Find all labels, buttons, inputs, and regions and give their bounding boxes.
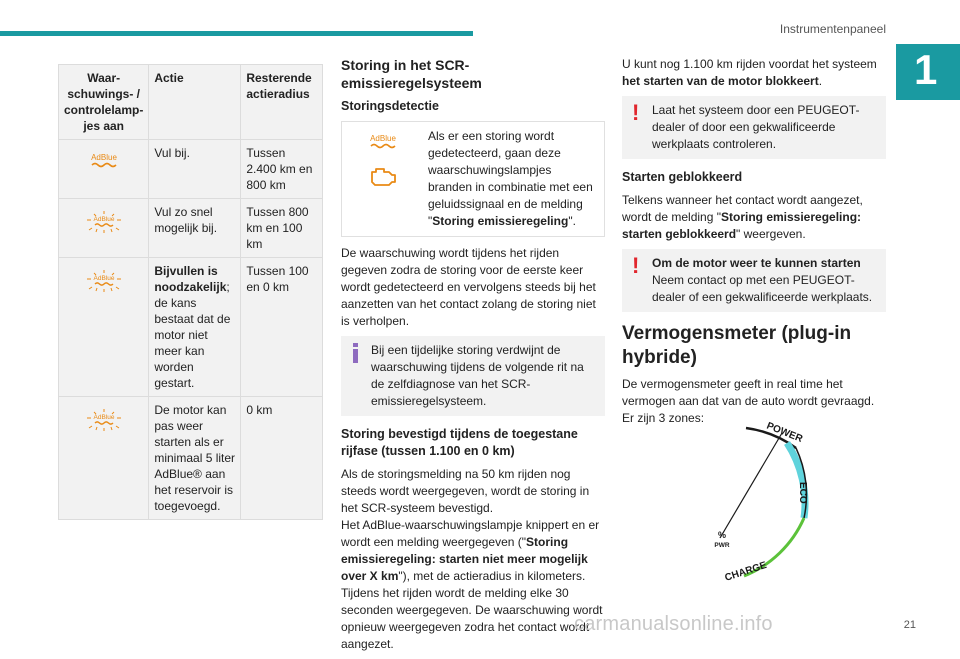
paragraph-confirmed-fault: Als de storingsmelding na 50 km rijden nog steeds wordt weergegeven, wordt de storing in het SCR-systeem bevestigd. Het AdBlue-waarschuwingslampje knippert en er wordt een melding weergegeven ("Storing emissieregeling: starten niet meer mogelijk over X km"), met de actieradius in kilometers. Tijdens het rijden wordt de melding elke 30 seconden weergegeven. De waarschuwing wordt opnieuw weergegeven zodra het contact wordt aangezet. (341, 467, 603, 651)
table-cell-icon (59, 258, 149, 397)
table-header-range: Resterende actieradius (241, 65, 323, 140)
table-cell-action: Bijvullen is noodzakelijk; de kans bestaat dat de motor niet meer kan worden gestart. (149, 258, 241, 397)
watermark: carmanualsonline.info (574, 613, 773, 635)
section-title: Instrumentenpaneel (779, 22, 886, 36)
heading-scr-fault: Storing in het SCR-emissieregelsysteem (341, 57, 482, 91)
adblue-flashing-icon (84, 269, 124, 293)
heading-power-meter: Vermogensmeter (plug-in hybride) (622, 323, 852, 368)
subheading-start-blocked: Starten geblokkeerd (622, 170, 743, 184)
table-cell-icon (59, 140, 149, 199)
subheading-detection: Storingsdetectie (341, 99, 439, 113)
warning-box-restart (622, 249, 886, 312)
table-cell-icon (59, 199, 149, 258)
header-accent-bar (0, 31, 473, 36)
adblue-icon (365, 132, 401, 152)
chapter-number: 1 (896, 44, 960, 100)
table-cell-range: Tussen 2.400 km en 800 km (241, 140, 323, 199)
adblue-icon-label: AdBlue (93, 414, 115, 421)
gauge-unit-pwr: PWR (714, 542, 730, 549)
warning-check-text: Laat het systeem door een PEUGEOT-dealer of door een gekwalificeerde werkplaats controleren. (652, 103, 860, 151)
table-row (59, 199, 323, 258)
table-cell-action: De motor kan pas weer starten als er minimaal 5 liter AdBlue® aan het reservoir is toegevoegd. (149, 397, 241, 520)
warning-lamps-box (341, 121, 605, 237)
gauge-label-eco: ECO (797, 482, 808, 504)
engine-warning-icon (368, 164, 398, 188)
gauge-needle (717, 433, 782, 540)
adblue-icon-label: AdBlue (93, 275, 115, 282)
column-scr-fault (341, 56, 605, 659)
paragraph-power-meter: De vermogensmeter geeft in real time het vermogen aan dat van de auto wordt gevraagd. (622, 377, 875, 408)
adblue-icon-label: AdBlue (370, 134, 396, 143)
warning-lamps (342, 122, 424, 236)
warning-box-check (622, 96, 886, 159)
paragraph-start-blocked: Telkens wanneer het contact wordt aangezet, wordt de melding "Storing emissieregeling: starten geblokkeerd" weergeven. (622, 193, 863, 241)
power-meter-gauge (674, 408, 834, 588)
info-text: Bij een tijdelijke storing verdwijnt de waarschuwing tijdens de volgende rit na de zelfdiagnose van het SCR-emissieregelsysteem. (371, 343, 584, 408)
table-header-action: Actie (149, 65, 241, 140)
adblue-icon (86, 151, 122, 171)
adblue-icon-label: AdBlue (90, 153, 117, 162)
gauge-label-power: POWER (764, 420, 805, 445)
paragraph-warning-timing: De waarschuwing wordt tijdens het rijden gegeven zodra de storing voor de eerste keer wordt gedetecteerd en vervolgens steeds bij het aanzetten van het contact zolang de storing niet is verholpen. (341, 246, 596, 328)
table-row (59, 258, 323, 397)
warning-exclamation-icon: ! (632, 253, 640, 278)
table-header-lamps: Waar-schuwings- / controlelamp-jes aan (59, 65, 149, 140)
warning-exclamation-icon: ! (632, 100, 640, 125)
adblue-icon-label: AdBlue (93, 216, 115, 223)
warning-restart-text: Neem contact op met een PEUGEOT-dealer of een gekwalificeerde werkplaats. (652, 273, 873, 304)
table-cell-range: Tussen 100 en 0 km (241, 258, 323, 397)
adblue-flashing-icon (84, 408, 124, 432)
column-blocked-start (622, 56, 886, 433)
warning-table (58, 64, 323, 520)
adblue-flashing-icon (84, 210, 124, 234)
table-cell-action: Vul zo snel mogelijk bij. (149, 199, 241, 258)
table-cell-action: Vul bij. (149, 140, 241, 199)
table-cell-range: Tussen 800 km en 100 km (241, 199, 323, 258)
table-row (59, 140, 323, 199)
subheading-confirmed-fault: Storing bevestigd tijdens de toegestane rijfase (tussen 1.100 en 0 km) (341, 427, 578, 458)
paragraph-range-remaining: U kunt nog 1.100 km rijden voordat het systeem het starten van de motor blokkeert. (622, 57, 877, 88)
table-row (59, 397, 323, 520)
info-box (341, 336, 605, 416)
warning-restart-title: Om de motor weer te kunnen starten (652, 256, 861, 270)
table-cell-icon (59, 397, 149, 520)
page-number: 21 (903, 619, 916, 631)
gauge-label-charge: CHARGE (723, 559, 769, 584)
gauge-unit-percent: % (717, 530, 727, 540)
table-cell-range: 0 km (241, 397, 323, 520)
paragraph-zones: Er zijn 3 zones: (622, 411, 705, 425)
info-icon (349, 342, 363, 364)
warning-lamps-text: Als er een storing wordt gedetecteerd, gaan deze waarschuwingslampjes branden in combinatie met een geluidssignaal en de melding "Storing emissieregeling". (428, 129, 593, 228)
